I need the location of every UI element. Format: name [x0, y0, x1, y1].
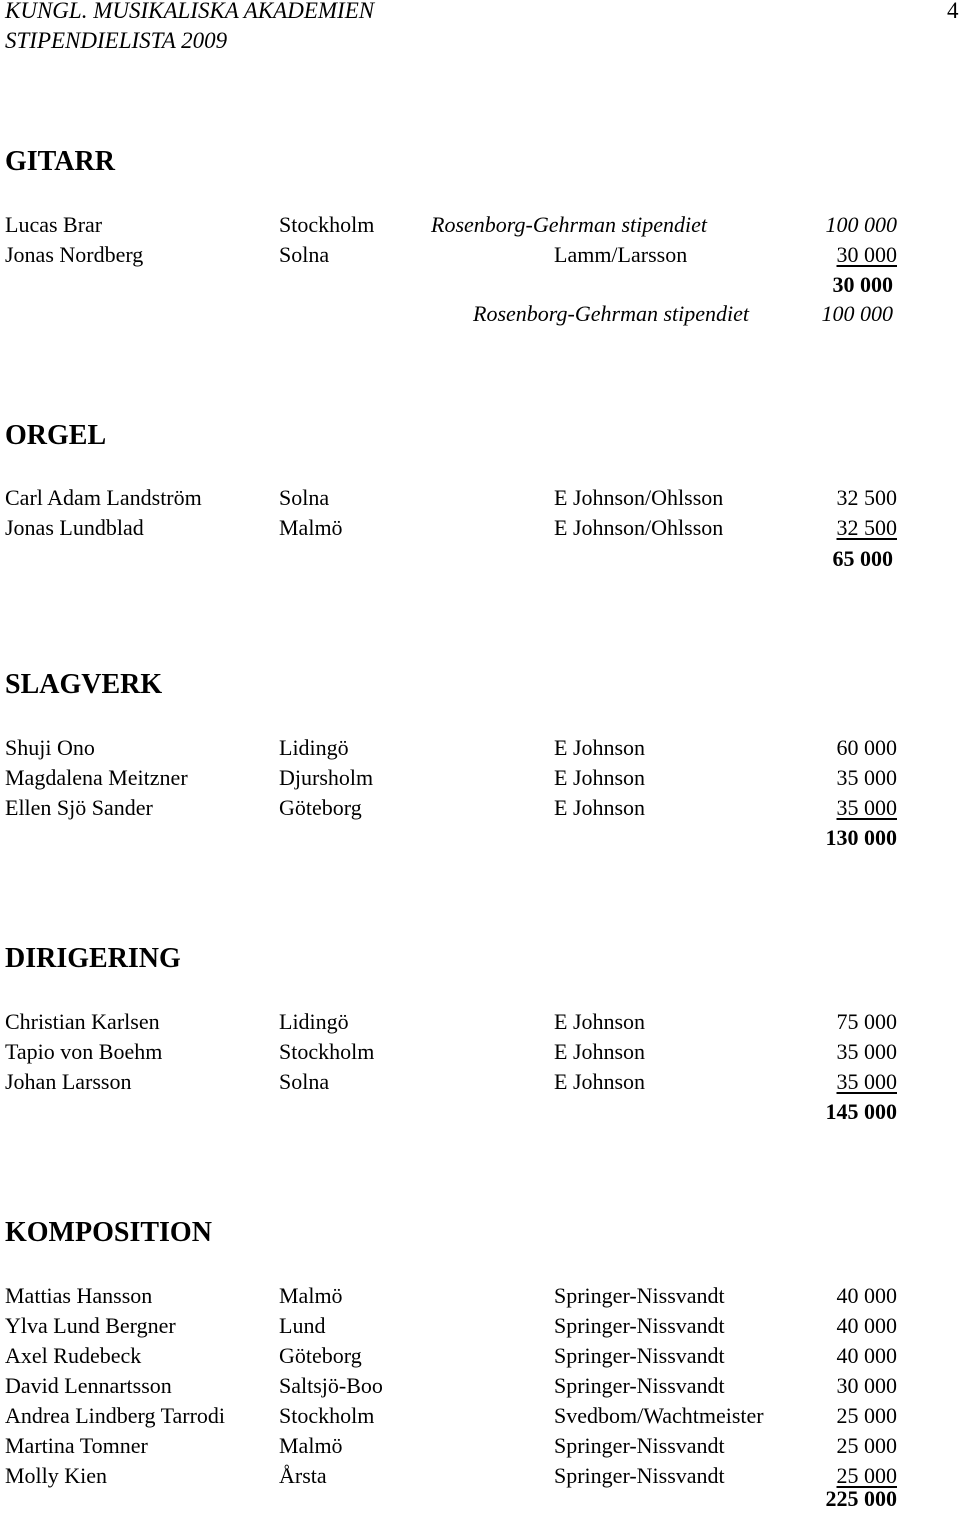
table-row: [0, 513, 960, 543]
scholarship-amount: 40 000: [836, 1313, 897, 1338]
section-total-row: [0, 1097, 960, 1127]
recipient-name: Shuji Ono: [5, 735, 95, 760]
table-row: [0, 1341, 960, 1371]
scholarship-fund: Rosenborg-Gehrman stipendiet: [473, 301, 749, 326]
recipient-name: Carl Adam Landström: [5, 485, 202, 510]
scholarship-fund: Svedbom/Wachtmeister: [554, 1403, 764, 1428]
recipient-city: Stockholm: [279, 212, 375, 237]
recipient-city: Malmö: [279, 1283, 343, 1308]
scholarship-amount: 35 000: [836, 765, 897, 790]
table-row: [0, 1431, 960, 1461]
table-row: [0, 1007, 960, 1037]
recipient-city: Djursholm: [279, 765, 374, 790]
recipient-city: Stockholm: [279, 1039, 375, 1064]
recipient-name: Mattias Hansson: [5, 1283, 153, 1308]
recipient-city: Göteborg: [279, 795, 362, 820]
recipient-name: Molly Kien: [5, 1463, 108, 1488]
recipient-name: Magdalena Meitzner: [5, 765, 188, 790]
recipient-name: Christian Karlsen: [5, 1009, 160, 1034]
scholarship-fund: E Johnson: [554, 735, 646, 760]
list-title: STIPENDIELISTA 2009: [5, 28, 228, 53]
scholarship-fund: Springer-Nissvandt: [554, 1373, 725, 1398]
recipient-name: Lucas Brar: [5, 212, 103, 237]
scholarship-fund: E Johnson: [554, 795, 646, 820]
table-row: [0, 240, 960, 270]
recipient-name: David Lennartsson: [5, 1373, 172, 1398]
scholarship-fund: Springer-Nissvandt: [554, 1433, 725, 1458]
table-row: [0, 1371, 960, 1401]
section-total: 145 000: [825, 1099, 897, 1124]
scholarship-amount: 25 000: [836, 1463, 897, 1488]
recipient-name: Axel Rudebeck: [5, 1343, 142, 1368]
table-row: [0, 1281, 960, 1311]
table-row: [0, 1037, 960, 1067]
recipient-name: Martina Tomner: [5, 1433, 148, 1458]
table-row: [0, 1067, 960, 1097]
section-heading-gitarr: GITARR: [5, 146, 115, 177]
scholarship-amount: 30 000: [836, 1373, 897, 1398]
section-total: 65 000: [832, 546, 893, 571]
scholarship-amount: 25 000: [836, 1433, 897, 1458]
recipient-name: Ellen Sjö Sander: [5, 795, 153, 820]
scholarship-amount: 100 000: [825, 212, 897, 237]
scholarship-amount: 40 000: [836, 1283, 897, 1308]
section-total: 225 000: [825, 1486, 897, 1511]
scholarship-fund: E Johnson: [554, 1039, 646, 1064]
scholarship-amount: 75 000: [836, 1009, 897, 1034]
table-row: [0, 763, 960, 793]
recipient-city: Saltsjö-Boo: [279, 1373, 383, 1398]
recipient-city: Solna: [279, 485, 330, 510]
recipient-name: Jonas Lundblad: [5, 515, 144, 540]
section-total-row: [0, 544, 960, 574]
table-row: [0, 210, 960, 240]
scholarship-fund: Rosenborg-Gehrman stipendiet: [431, 212, 707, 237]
scholarship-amount: 40 000: [836, 1343, 897, 1368]
scholarship-fund: E Johnson: [554, 1009, 646, 1034]
section-heading-komposition: KOMPOSITION: [5, 1217, 212, 1248]
section-heading-slagverk: SLAGVERK: [5, 669, 163, 700]
table-row: [0, 733, 960, 763]
table-row: [0, 1311, 960, 1341]
scholarship-fund: Springer-Nissvandt: [554, 1313, 725, 1338]
table-row: [0, 483, 960, 513]
section-heading-orgel: ORGEL: [5, 420, 107, 451]
section-total-row: [0, 823, 960, 853]
scholarship-amount: 30 000: [836, 242, 897, 267]
scholarship-amount: 35 000: [836, 795, 897, 820]
section-total: 130 000: [825, 825, 897, 850]
recipient-city: Solna: [279, 1069, 330, 1094]
scholarship-fund: Lamm/Larsson: [554, 242, 688, 267]
section-total-row: [0, 1484, 960, 1514]
scholarship-amount: 60 000: [836, 735, 897, 760]
table-row: [0, 793, 960, 823]
recipient-city: Malmö: [279, 515, 343, 540]
recipient-name: Andrea Lindberg Tarrodi: [5, 1403, 226, 1428]
scholarship-amount: 32 500: [836, 485, 897, 510]
recipient-city: Stockholm: [279, 1403, 375, 1428]
scholarship-amount: 35 000: [836, 1069, 897, 1094]
section-heading-dirigering: DIRIGERING: [5, 943, 181, 974]
recipient-city: Malmö: [279, 1433, 343, 1458]
scholarship-fund: E Johnson/Ohlsson: [554, 515, 724, 540]
table-row: [0, 299, 960, 329]
recipient-city: Lidingö: [279, 735, 349, 760]
recipient-city: Lund: [279, 1313, 326, 1338]
scholarship-amount: 35 000: [836, 1039, 897, 1064]
scholarship-fund: Springer-Nissvandt: [554, 1343, 725, 1368]
table-row: [0, 1401, 960, 1431]
recipient-name: Ylva Lund Bergner: [5, 1313, 176, 1338]
section-total: 30 000: [832, 272, 893, 297]
recipient-name: Jonas Nordberg: [5, 242, 144, 267]
scholarship-fund: E Johnson: [554, 765, 646, 790]
recipient-city: Årsta: [279, 1463, 327, 1488]
scholarship-amount: 32 500: [836, 515, 897, 540]
scholarship-fund: Springer-Nissvandt: [554, 1283, 725, 1308]
scholarship-amount: 100 000: [821, 301, 893, 326]
document-header: [5, 0, 374, 56]
recipient-name: Johan Larsson: [5, 1069, 132, 1094]
section-total-row: [0, 270, 960, 300]
recipient-name: Tapio von Boehm: [5, 1039, 163, 1064]
scholarship-fund: E Johnson/Ohlsson: [554, 485, 724, 510]
scholarship-fund: E Johnson: [554, 1069, 646, 1094]
institution-name: KUNGL. MUSIKALISKA AKADEMIEN: [5, 0, 375, 23]
recipient-city: Göteborg: [279, 1343, 362, 1368]
page-number: 4: [947, 0, 959, 23]
scholarship-fund: Springer-Nissvandt: [554, 1463, 725, 1488]
recipient-city: Solna: [279, 242, 330, 267]
recipient-city: Lidingö: [279, 1009, 349, 1034]
scholarship-amount: 25 000: [836, 1403, 897, 1428]
